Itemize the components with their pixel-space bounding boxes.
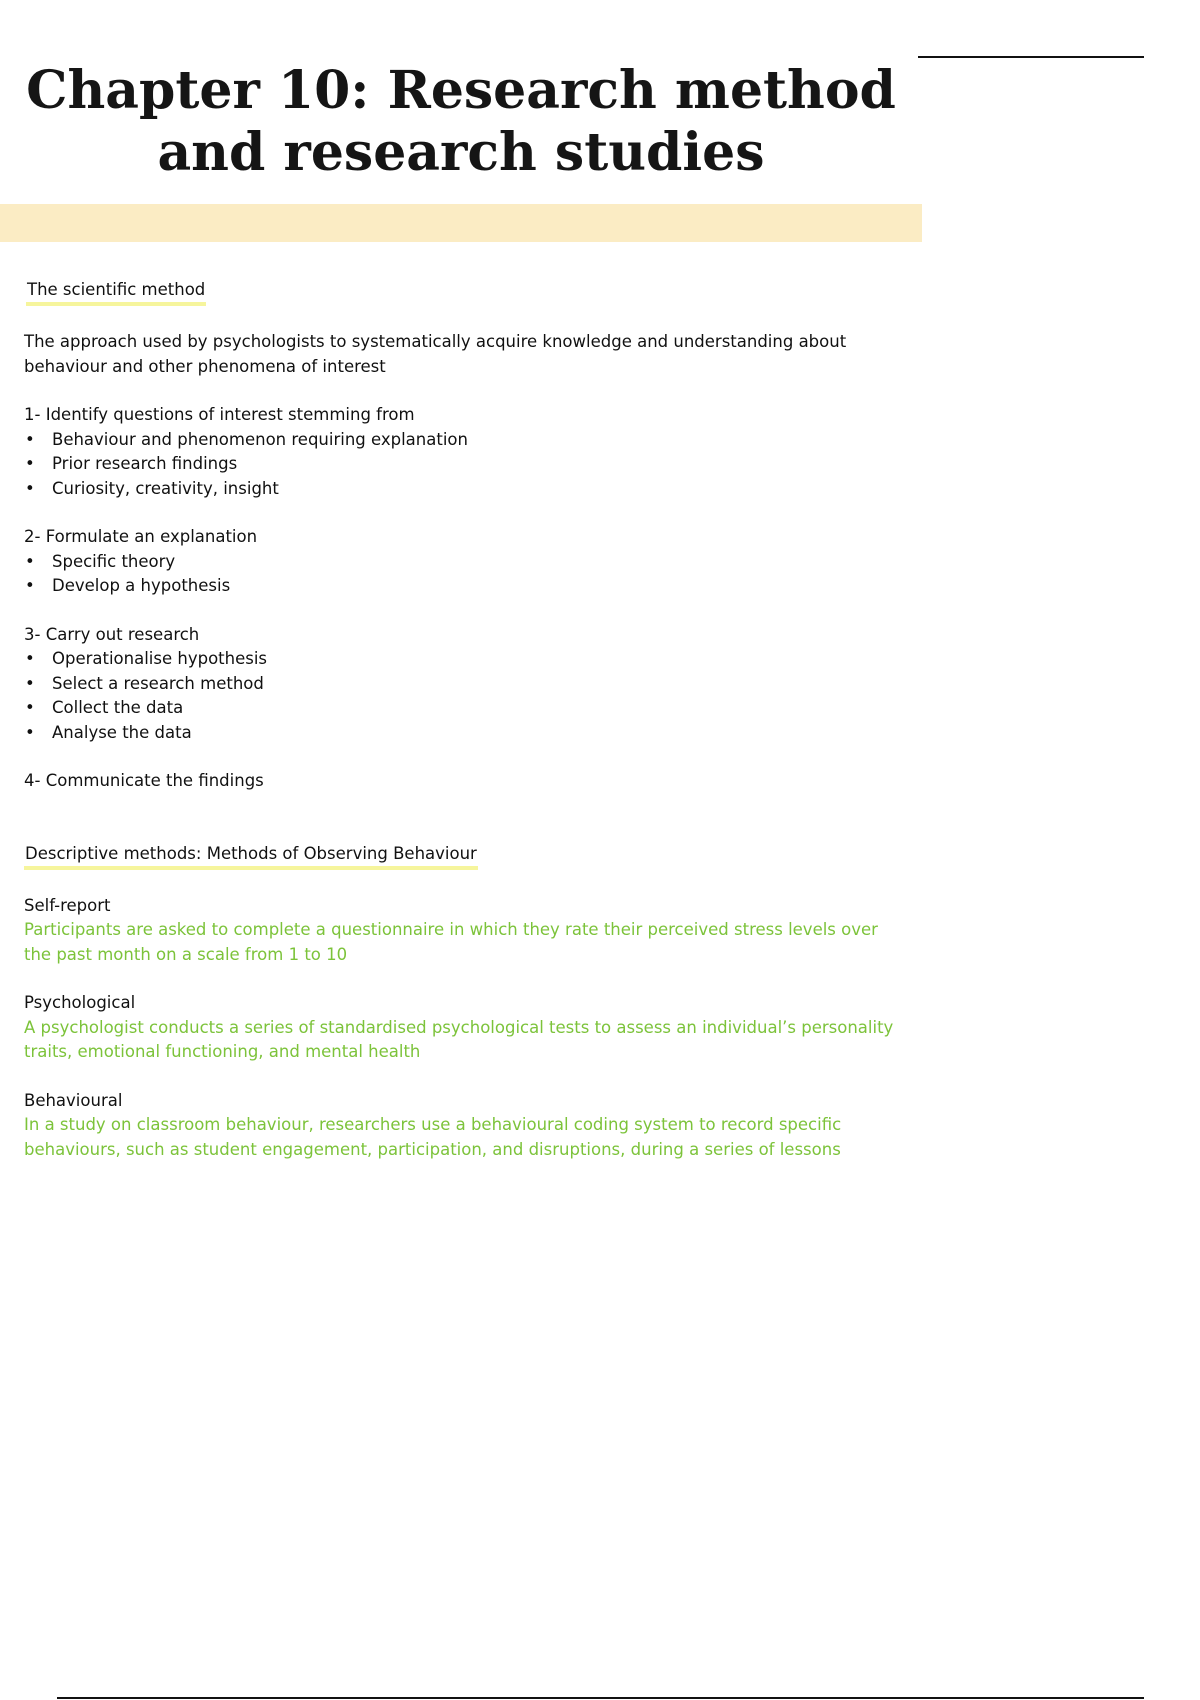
page-title-line-2: and research studies [157, 122, 765, 183]
list-item: • Develop a hypothesis [24, 574, 904, 599]
list-item: • Behaviour and phenomenon requiring explanation [24, 428, 904, 453]
method-example: In a study on classroom behaviour, researchers use a behavioural coding system to record specific behaviours, such as student engagement, participation, and disruptions, during a series of lessons [24, 1115, 842, 1159]
step-bullet-list [24, 428, 904, 502]
method-block [24, 894, 904, 968]
method-block [24, 1089, 904, 1163]
method-title: Psychological [24, 993, 136, 1012]
method-title: Behavioural [24, 1090, 123, 1110]
method-example: Participants are asked to complete a questionnaire in which they rate their perceived stress levels over the past month on a scale from 1 to 10 [24, 920, 878, 964]
list-item: • Curiosity, creativity, insight [24, 477, 904, 502]
title-highlight-band [0, 204, 922, 242]
step-title: 1- Identify questions of interest stemming from [24, 405, 415, 424]
step-title: 2- Formulate an explanation [24, 527, 258, 546]
bottom-rule [57, 1697, 1144, 1699]
list-item: • Select a research method [24, 672, 904, 697]
method-example: A psychologist conducts a series of standardised psychological tests to assess an individual’s personality traits, emotional functioning, and mental health [24, 1017, 894, 1061]
step-block [24, 623, 904, 746]
list-item: • Collect the data [24, 696, 904, 721]
list-item: • Prior research findings [24, 452, 904, 477]
section-heading-scientific-method: The scientific method [26, 278, 206, 306]
list-item: • Specific theory [24, 550, 904, 575]
page-title-line-1: Chapter 10: Research method [26, 60, 896, 121]
step-bullet-list [24, 550, 904, 599]
method-title: Self-report [24, 895, 111, 915]
list-item: • Analyse the data [24, 721, 904, 746]
step-block [24, 525, 904, 599]
list-item: • Operationalise hypothesis [24, 647, 904, 672]
section-heading-descriptive-methods: Descriptive methods: Methods of Observing Behaviour [24, 842, 478, 870]
method-block [24, 991, 904, 1065]
step-block [24, 403, 904, 501]
top-right-rule [918, 56, 1144, 58]
section-intro: The approach used by psychologists to systematically acquire knowledge and understanding about behaviour and other phenomena of interest [24, 332, 847, 376]
page-title [0, 60, 922, 184]
step-title: 3- Carry out research [24, 624, 200, 644]
step-title: 4- Communicate the findings [24, 771, 264, 790]
notes-content [24, 278, 904, 1162]
step-block [24, 769, 904, 794]
step-bullet-list [24, 647, 904, 745]
